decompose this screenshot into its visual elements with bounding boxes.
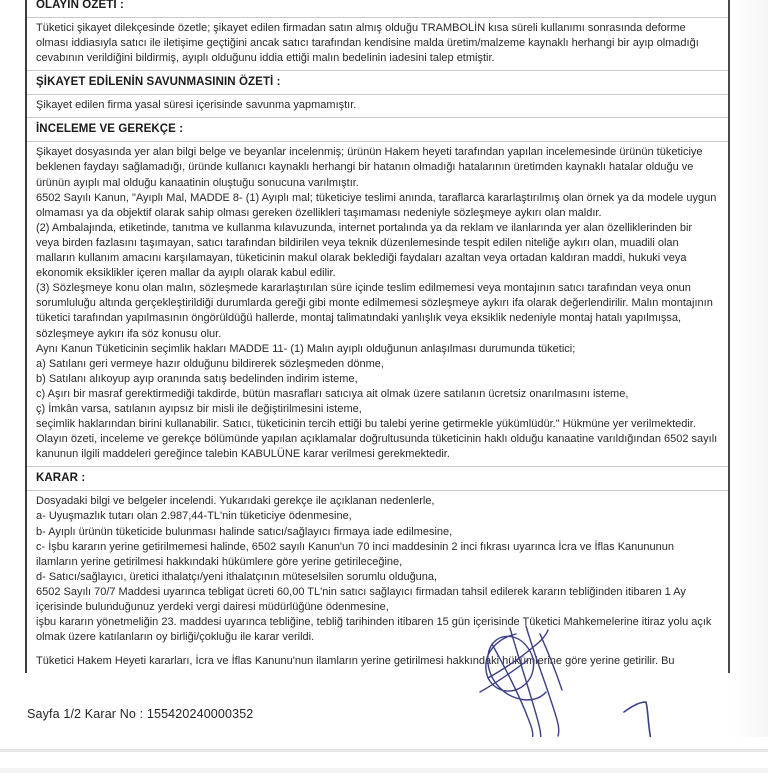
- paragraph: seçimlik haklarından birini kullanabilir. Satıcı, tüketicinin tercih ettiği bu talebi yerine getirmekle yükümlüdür." Hükmüne yer verilmektedir.: [36, 418, 696, 431]
- paragraph: Tüketici şikayet dilekçesinde özetle; şikayet edilen firmadan satın almış olduğu TRAMBOLİN kısa süreli kullanımı sonrasında deforme olması iddiasıyla satıcı ile iletişime geçtiğini ancak satıcı tarafından kendisine malda üretim/malzeme kaynaklı herhangi bir ayıp olmadığı cevabının verildiğini bildirmiş, ayıplı olduğunu iddia ettiği malın bedelinin iadesini talep etmiştir.: [36, 22, 699, 65]
- paragraph: c- İşbu kararın yerine getirilmemesi halinde, 6502 sayılı Kanun'un 70 inci maddesinin 2 inci fıkrası uyarınca İcra ve İflas Kanununun ilamların yerine getirilmesi hakkındaki hükümlere göre yerine getirileceğine,: [36, 540, 674, 568]
- paragraph: (2) Ambalajında, etiketinde, tanıtma ve kullanma kılavuzunda, internet portalında ya da reklam ve ilanlarında yer alan özelliklerinden bir veya birden fazlasını taşımayan, satıcı tarafından bildirilen veya teknik düzenlemesinde tespit edilen niteliğe aykırı olan, muadili olan malların kullanım amacını karşılamayan, tüketicinin makul olarak beklediği faydaları azaltan veya ortadan kaldıran maddi, hukuki veya ekonomik eksiklikler içeren mallar da ayıplı olarak kabul edilir.: [36, 221, 693, 280]
- section-body-olayin-ozeti: [27, 18, 728, 71]
- page-bottom-edge: [0, 737, 768, 768]
- paragraph: 6502 Sayılı Kanun, "Ayıplı Mal, MADDE 8- (1) Ayıplı mal; tüketiciye teslimi anında, taraflarca kararlaştırılmış olan örnek ya da modele uygun olmaması ya da objektif olarak sahip olması gereken özellikleri taşımaması nedeniyle sözleşmeye aykırı olan maldır.: [36, 191, 717, 219]
- page-footer: Sayfa 1/2 Karar No : 155420240000352: [27, 707, 254, 721]
- section-body-savunma-ozeti: [27, 95, 728, 118]
- paragraph: d- Satıcı/sağlayıcı, üretici ithalatçı/yeni ithalatçının müteselsilen sorumlu olduğuna,: [36, 570, 438, 583]
- section-heading-inceleme-gerekce: İNCELEME VE GEREKÇE :: [27, 118, 728, 142]
- section-body-karar: [27, 491, 728, 673]
- paragraph: Şikayet dosyasında yer alan bilgi belge ve beyanlar incelenmiş; ürünün Hakem heyeti tarafından yapılan incelemesinde ürünün tüketiciye beklenen faydayı sağlamadığı, üründe kullanıcı kaynaklı herhangi bir hatanın olmadığı hatalarının üretimden kaynaklı hatalar olduğu ve ürünün ayıplı mal olduğu kanaatinin oluştuğu sonucuna varılmıştır.: [36, 146, 703, 189]
- decision-table: [25, 0, 730, 673]
- paragraph: Aynı Kanun Tüketicinin seçimlik hakları MADDE 11- (1) Malın ayıplı olduğunun anlaşılması durumunda tüketici;: [36, 342, 576, 355]
- paragraph: işbu kararın yönetmeliğin 23. maddesi uyarınca tebliğine, tebliğ tarihinden itibaren 15 gün içerisinde Tüketici Mahkemelerine itiraz yolu açık olmak üzere katılanların oy birliği/çokluğu ile karar verildi.: [36, 616, 712, 644]
- section-heading-olayin-ozeti: OLAYIN ÖZETİ :: [27, 0, 728, 18]
- paragraph: a- Uyuşmazlık tutarı olan 2.987,44-TL'nin tüketiciye ödenmesine,: [36, 510, 352, 523]
- section-heading-savunma-ozeti: ŞİKAYET EDİLENİN SAVUNMASININ ÖZETİ :: [27, 71, 728, 95]
- paragraph: c) Aşırı bir masraf gerektirmediği takdirde, bütün masrafları satıcıya ait olmak üzere satılanın ücretsiz onarılmasını isteme,: [36, 387, 629, 400]
- paragraph: a) Satılanı geri vermeye hazır olduğunu bildirerek sözleşmeden dönme,: [36, 357, 384, 370]
- section-heading-karar: KARAR :: [27, 467, 728, 491]
- paragraph: Olayın özeti, inceleme ve gerekçe bölümünde yapılan açıklamalar doğrultusunda tüketicinin haklı olduğu kanaatine varıldığından 6502 sayılı kanunun ilgili maddeleri gereğince talebin KABULÜNE karar verilmesi gerekmektedir.: [36, 433, 718, 461]
- paragraph: Şikayet edilen firma yasal süresi içerisinde savunma yapmamıştır.: [36, 99, 357, 112]
- paragraph: (3) Sözleşmeye konu olan malın, sözleşmede kararlaştırılan süre içinde teslim edilmemesi veya montajının satıcı tarafından veya onun sorumluluğu altında gerçekleştirildiği durumlarda gereği gibi monte edilmemesi sözleşmeye aykırı ifa olarak değerlendirilir. Malın montajının tüketici tarafından yapılmasının öngörüldüğü hallerde, montaj talimatındaki yanlışlık veya eksiklik nedeniyle montaj hatalı yapılmışsa, sözleşmeye aykırı ifa söz konusu olur.: [36, 282, 713, 340]
- paragraph-closing-note: Tüketici Hakem Heyeti kararları, İcra ve İflas Kanunu'nun ilamların yerine getirilmesi hakkındaki hükümlerine göre yerine getirilir. Bu: [36, 655, 675, 668]
- paragraph: 6502 Sayılı 70/7 Maddesi uyarınca tebligat ücreti 60,00 TL'nin satıcı sağlayıcı firmadan tahsil edilerek kararın tebliğinden itibaren 1 Ay içerisinde bulunduğunuz yerdeki vergi dairesi müdürlüğüne ödenmesine,: [36, 585, 686, 613]
- paragraph: ç) İmkân varsa, satılanın ayıpsız bir misli ile değiştirilmesini isteme,: [36, 402, 362, 415]
- paragraph: b) Satılanı alıkoyup ayıp oranında satış bedelinden indirim isteme,: [36, 372, 358, 385]
- paragraph: b- Ayıplı ürünün tüketicide bulunması halinde satıcı/sağlayıcı firmaya iade edilmesine,: [36, 525, 453, 538]
- section-body-inceleme-gerekce: [27, 142, 728, 467]
- paragraph: Dosyadaki bilgi ve belgeler incelendi. Yukarıdaki gerekçe ile açıklanan nedenlerle,: [36, 495, 435, 508]
